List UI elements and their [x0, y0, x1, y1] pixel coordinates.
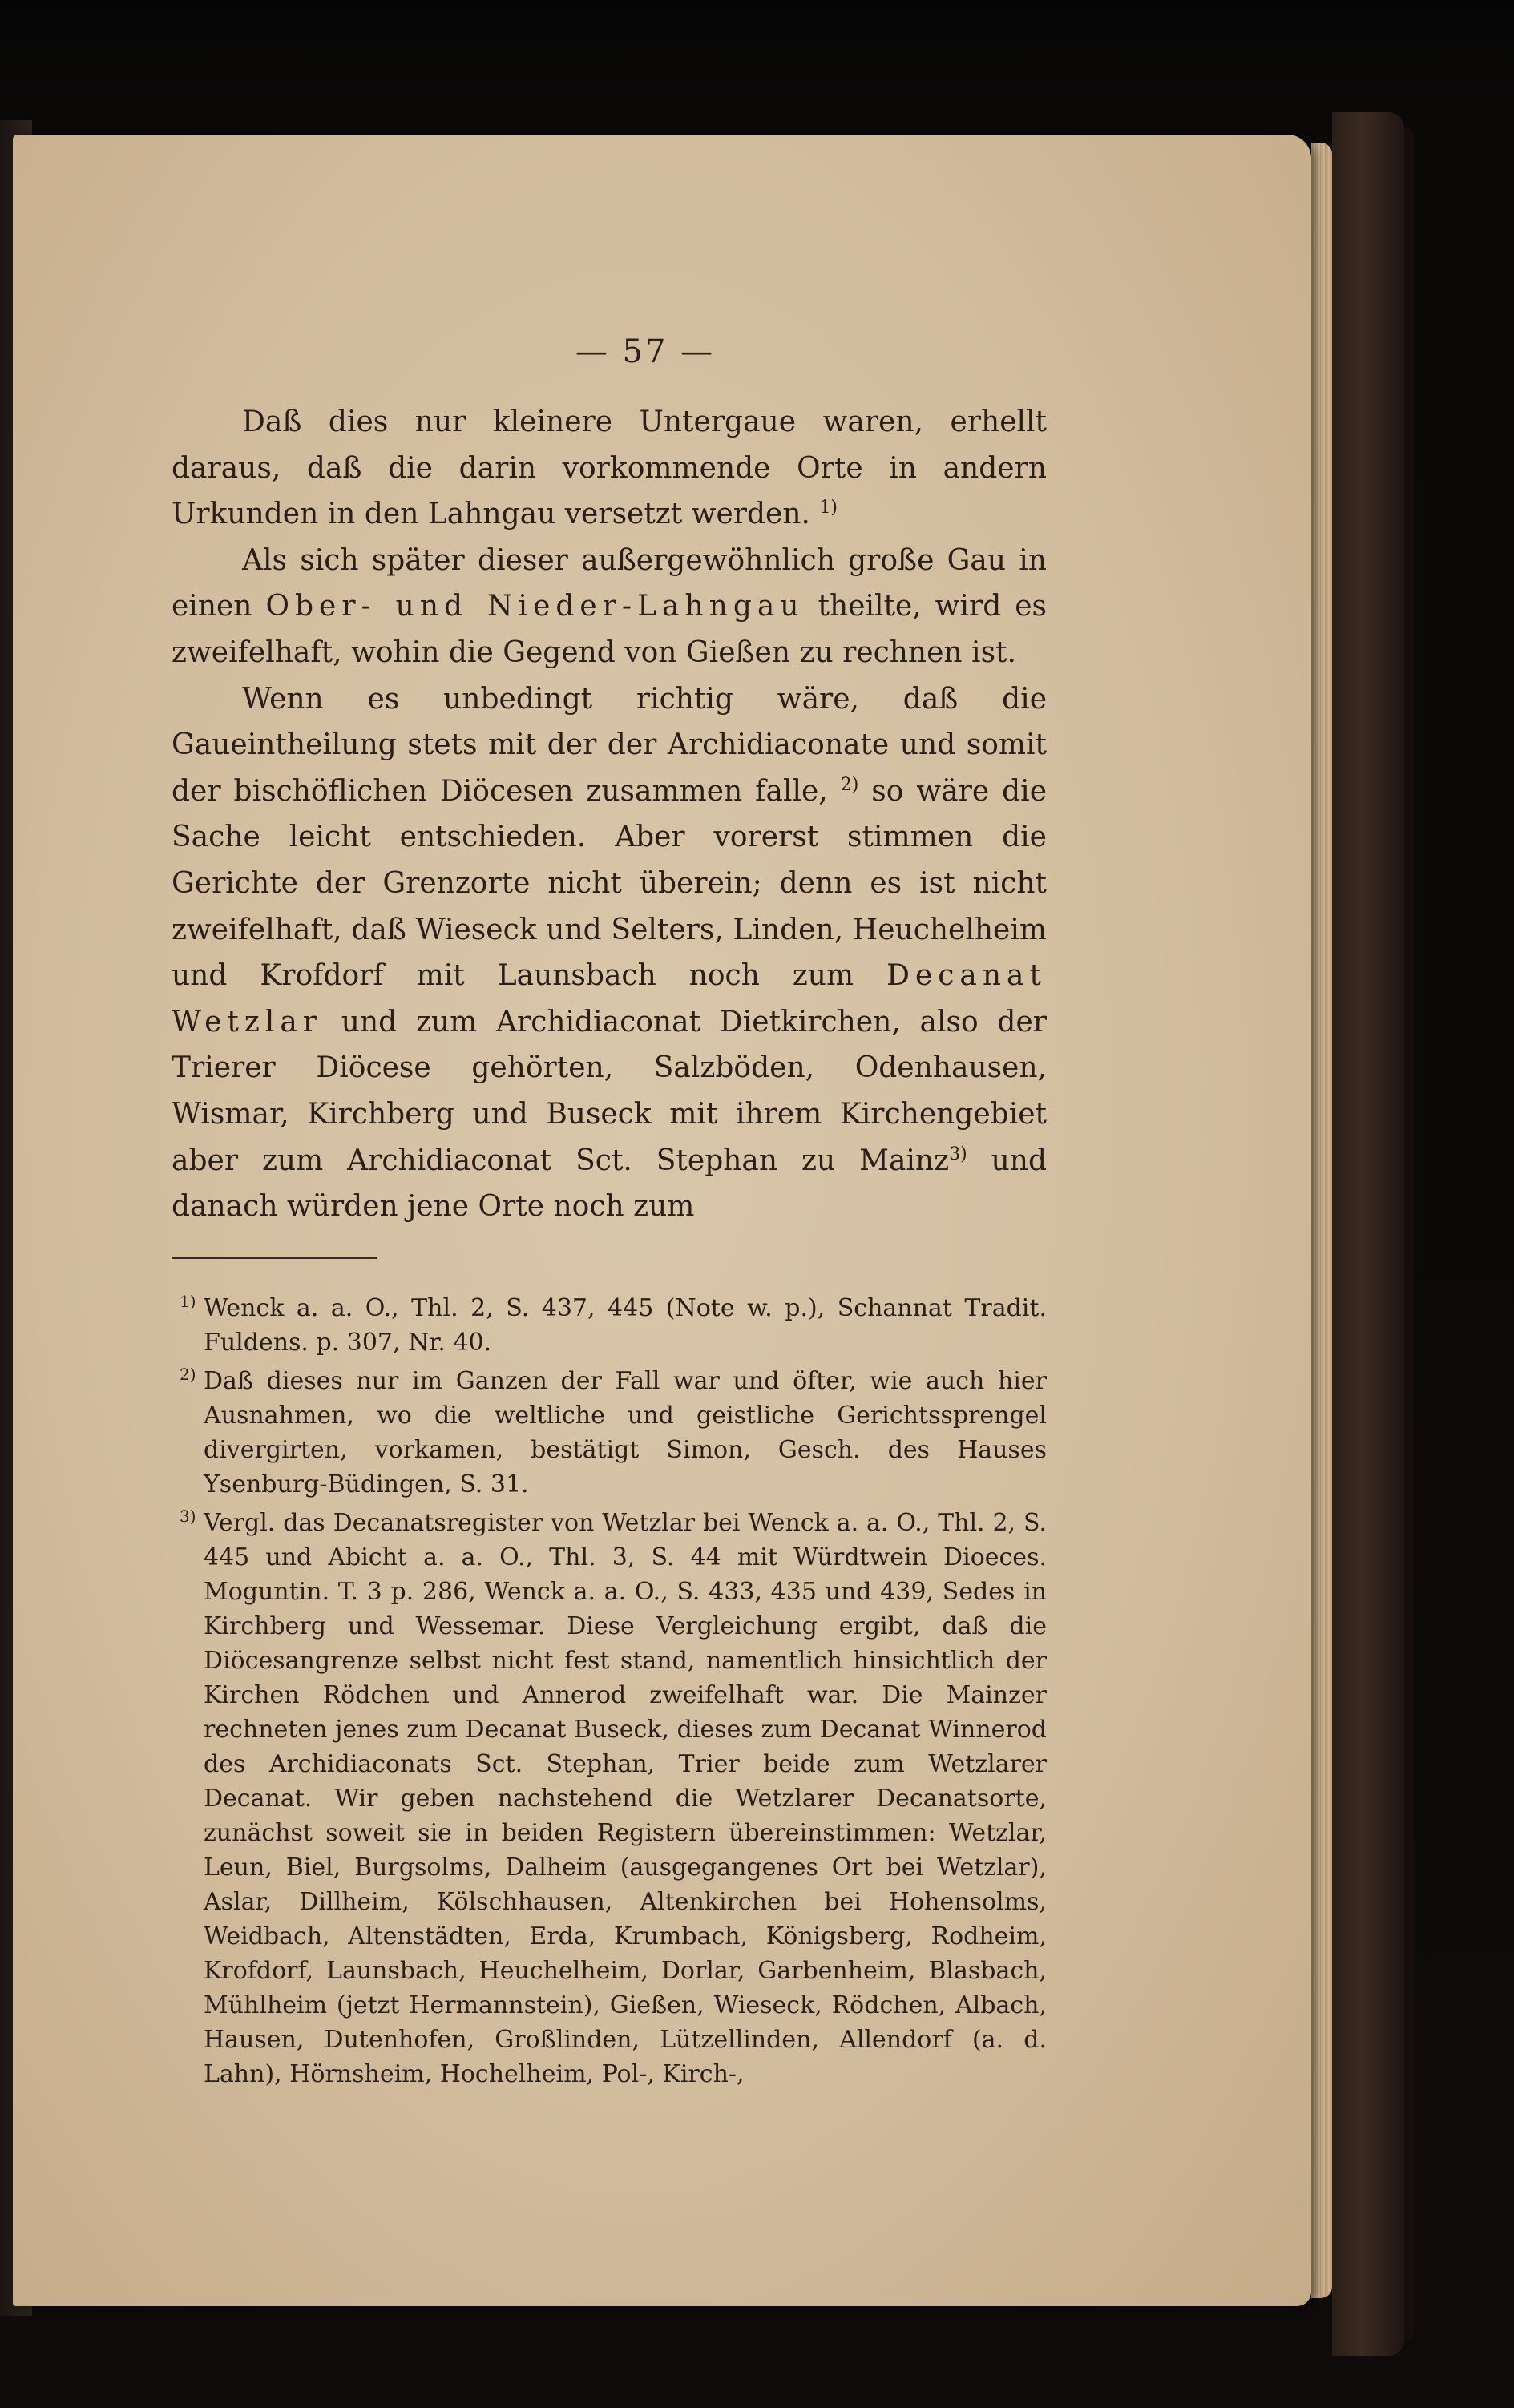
paragraph-p3 — [172, 676, 1047, 1230]
text-run: und zum Archidiaconat Dietkirchen, also der Trierer Diöcese gehörten, Salzböden, Odenhausen, Wismar, Kirchberg und Buseck mit ihrem Kirchengebiet aber zum Archidiaconat Sct. Stephan zu Mainz — [172, 1005, 1047, 1177]
footnote-mark: 2 ) — [180, 1357, 196, 1392]
paragraph-p1 — [172, 399, 1047, 538]
book-cover — [1332, 112, 1404, 2356]
text-run: so wäre die Sache leicht entschieden. Aber vorerst stimmen die Gerichte der Grenzorte nicht überein; denn es ist nicht zweifelhaft, daß Wieseck und Selters, Linden, Heuchelheim und Krofdorf mit Launsbach noch zum — [172, 774, 1047, 993]
text-run: Als sich später dieser außergewöhnlich große Gau in einen — [172, 543, 1047, 623]
text-run: und danach würden jene Orte noch zum — [172, 1143, 1048, 1224]
paragraph-p2 — [172, 538, 1047, 676]
spaced-emphasis: Decanat Wetzlar — [172, 959, 1047, 1039]
footnote-1 — [172, 1291, 1047, 1360]
page-number: — 57 — — [575, 333, 716, 370]
page-stack-edge — [1311, 143, 1332, 2298]
footnote-text: Daß dieses nur im Ganzen der Fall war und öfter, wie auch hier Ausnahmen, wo die weltliche und geistliche Gerichtssprengel divergirten, vorkamen, bestätigt Simon, Gesch. des Hauses Ysenburg-Büdingen, S. 31. — [204, 1366, 1047, 1498]
footnote-2 — [172, 1364, 1047, 1502]
footnote-reference: 1) — [819, 498, 838, 518]
spaced-emphasis: Ober- und Nieder-Lahngau — [265, 590, 805, 623]
footnote-text: Vergl. das Decanatsregister von Wetzlar bei Wenck a. a. O., Thl. 2, S. 445 und Abicht a. a. O., Thl. 3, S. 44 mit Würdtwein Dioeces. Moguntin. T. 3 p. 286, Wenck a. a. O., S. 433, 435 und 439, Sedes in Kirchberg und Wessemar. Diese Vergleichung ergibt, daß die Diöcesangrenze selbst nicht fest stand, namentlich hinsichtlich der Kirchen Rödchen und Annerod zweifelhaft war. Die Mainzer rechneten jenes zum Decanat Buseck, dieses zum Decanat Winnerod des Archidiaconats Sct. Stephan, Trier beide zum Wetzlarer Decanat. Wir geben nachstehend die Wetzlarer Decanatsorte, zunächst soweit sie in beiden Registern übereinstimmen: Wetzlar, Leun, Biel, Burgsolms, Dalheim (ausgegangenes Ort bei Wetzlar), Aslar, Dillheim, Kölschhausen, Altenkirchen bei Hohensolms, Weidbach, Altenstädten, Erda, Krumbach, Königsberg, Rodheim, Krofdorf, Launsbach, Heuchelheim, Dorlar, Garbenheim, Blasbach, Mühlheim (jetzt Hermannstein), Gießen, Wieseck, Rödchen, Albach, Hausen, Dutenhofen, Großlinden, Lützellinden, Allendorf (a. d. Lahn), Hörnsheim, Hochelheim, Pol-, Kirch-, — [204, 1508, 1047, 2088]
page-content — [172, 321, 1047, 2095]
footnote-reference: 2) — [840, 774, 859, 795]
text-run: Wenn es unbedingt richtig wäre, daß die Gaueintheilung stets mit der der Archidiaconate und somit der bischöflichen Diöcesen zusammen falle, — [172, 682, 1047, 808]
footnote-reference: 3) — [949, 1143, 967, 1164]
footnote-mark: 1 ) — [180, 1285, 196, 1319]
book-cover-edge — [1404, 128, 1414, 2340]
footnote-mark: 3 ) — [180, 1499, 196, 1534]
body-text — [172, 399, 1047, 1230]
footnote-3 — [172, 1506, 1047, 2091]
text-run: theilte, wird es zweifelhaft, wohin die Gegend von Gießen zu rechnen ist. — [172, 590, 1048, 669]
footnotes — [172, 1291, 1047, 2091]
footnote-rule — [172, 1257, 377, 1259]
footnote-text: Wenck a. a. O., Thl. 2, S. 437, 445 (Note w. p.), Schannat Tradit. Fuldens. p. 307, Nr. 40. — [204, 1293, 1047, 1357]
text-run: Daß dies nur kleinere Untergaue waren, erhellt daraus, daß die darin vorkommende Orte in andern Urkunden in den Lahngau versetzt werden. — [172, 405, 1047, 531]
